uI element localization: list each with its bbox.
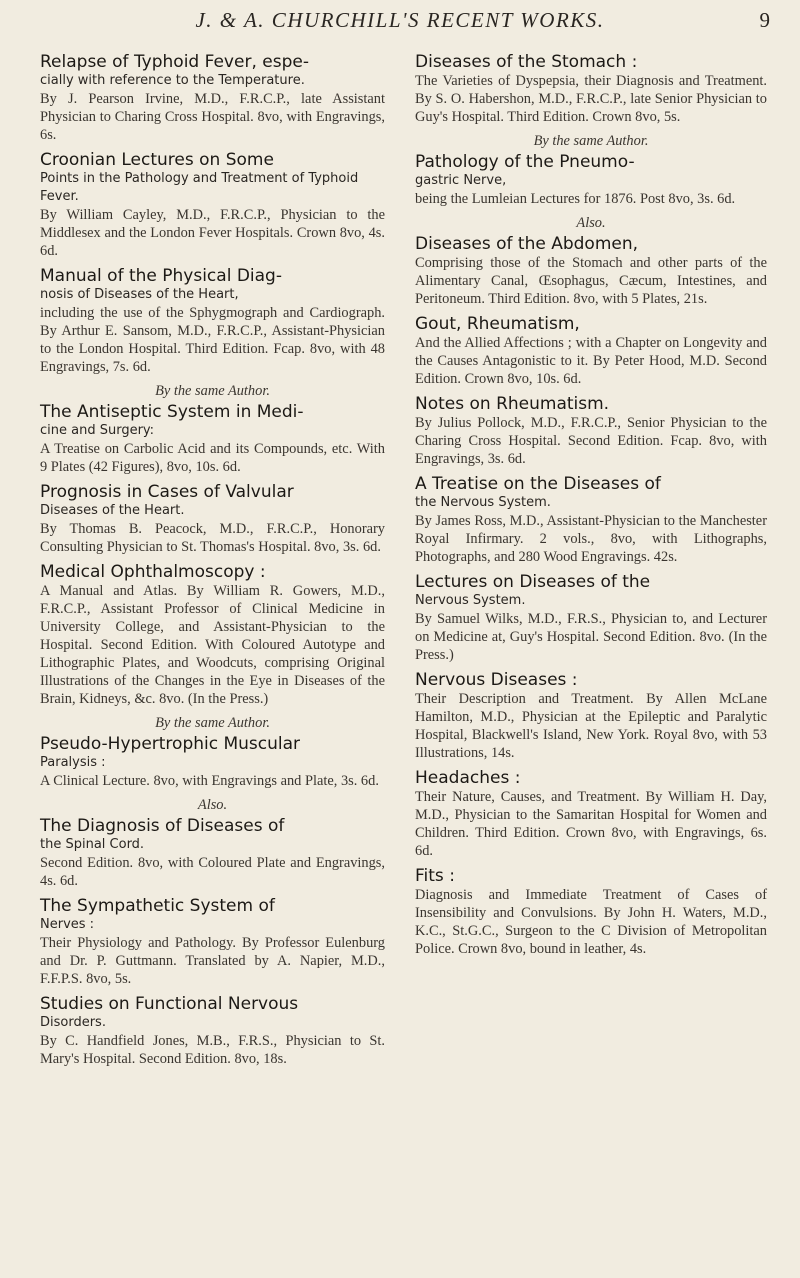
book-entry	[415, 866, 767, 958]
book-description: By J. Pearson Irvine, M.D., F.R.C.P., late Assistant Physician to Charing Cross Hospital. 8vo, with Engravings, 6s.	[40, 91, 385, 143]
book-title: Pseudo-Hypertrophic Muscular	[40, 734, 301, 754]
book-title: The Diagnosis of Diseases of	[40, 816, 285, 836]
book-title: Diseases of the Stomach :	[415, 52, 638, 72]
book-description: A Manual and Atlas. By William R. Gowers, M.D., F.R.C.P., Assistant Professor of Clinical Medicine in University College, and Assistant-Physician to the Hospital. Second Edition. With Coloured Autotype and Lithographic Plates, and Woodcuts, comprising Original Illustrations of the Changes in the Eye in Diseases of the Brain, Kidneys, &c. 8vo. (In the Press.)	[40, 583, 385, 707]
book-subtitle: cially with reference to the Temperature.	[40, 73, 305, 88]
byline-note: By the same Author.	[155, 383, 270, 399]
book-description: being the Lumleian Lectures for 1876. Post 8vo, 3s. 6d.	[415, 191, 736, 207]
book-entry	[415, 314, 767, 388]
book-description: Their Nature, Causes, and Treatment. By William H. Day, M.D., Physician to the Samaritan Hospital for Women and Children. Third Edition. Crown 8vo, with Engravings, 6s. 6d.	[415, 789, 767, 859]
book-entry	[40, 896, 385, 988]
page-number: 9	[759, 8, 770, 32]
book-entry	[40, 150, 385, 260]
book-title: Croonian Lectures on Some	[40, 150, 274, 170]
book-subtitle: the Nervous System.	[415, 495, 551, 510]
book-subtitle: nosis of Diseases of the Heart,	[40, 287, 239, 302]
book-description: Diagnosis and Immediate Treatment of Cases of Insensibility and Convulsions. By John H. Waters, M.D., K.C., St.G.C., Surgeon to the C Division of Metropolitan Police. Crown 8vo, bound in leather, 4s.	[415, 887, 767, 957]
book-entry	[415, 234, 767, 308]
book-entry	[40, 52, 385, 144]
book-description: By James Ross, M.D., Assistant-Physician to the Manchester Royal Infirmary. 2 vols., 8vo, with Lithographs, Photographs, and 280 Wood Engravings. 42s.	[415, 513, 767, 565]
book-subtitle: cine and Surgery:	[40, 423, 155, 438]
book-description: Comprising those of the Stomach and other parts of the Alimentary Canal, Œsophagus, Cæcum, Intestines, and Peritoneum. Third Edition. 8vo, with 5 Plates, 21s.	[415, 255, 767, 307]
book-subtitle: Paralysis :	[40, 755, 106, 770]
book-entry	[415, 670, 767, 762]
book-title: Gout, Rheumatism,	[415, 314, 580, 334]
book-title: Lectures on Diseases of the	[415, 572, 651, 592]
book-entry	[40, 402, 385, 476]
book-title: Fits :	[415, 866, 455, 886]
book-description: A Treatise on Carbolic Acid and its Compounds, etc. With 9 Plates (42 Figures), 8vo, 10s. 6d.	[40, 441, 385, 475]
book-entry	[415, 52, 767, 126]
book-title: Medical Ophthalmoscopy :	[40, 562, 266, 582]
book-entry	[415, 394, 767, 468]
book-title: Pathology of the Pneumo-	[415, 152, 635, 172]
book-description: Second Edition. 8vo, with Coloured Plate and Engravings, 4s. 6d.	[40, 855, 385, 889]
book-subtitle: Points in the Pathology and Treatment of Typhoid Fever.	[40, 171, 359, 204]
book-title: Manual of the Physical Diag-	[40, 266, 282, 286]
book-entry	[40, 266, 385, 376]
book-subtitle: Diseases of the Heart.	[40, 503, 185, 518]
book-title: The Sympathetic System of	[40, 896, 275, 916]
book-description: By Samuel Wilks, M.D., F.R.S., Physician to, and Lecturer on Medicine at, Guy's Hospital. Second Edition. 8vo. (In the Press.)	[415, 611, 767, 663]
book-description: By Julius Pollock, M.D., F.R.C.P., Senior Physician to the Charing Cross Hospital. Second Edition. Fcap. 8vo, with Engravings, 3s. 6d.	[415, 415, 767, 467]
book-entry	[40, 994, 385, 1068]
book-entry	[415, 474, 767, 566]
book-description: And the Allied Affections ; with a Chapter on Longevity and the Causes Antagonistic to it. By Peter Hood, M.D. Second Edition. Crown 8vo, 10s. 6d.	[415, 335, 767, 387]
book-title: Nervous Diseases :	[415, 670, 578, 690]
book-entry	[415, 152, 767, 208]
book-title: Prognosis in Cases of Valvular	[40, 482, 294, 502]
left-column	[40, 52, 385, 1074]
book-description: The Varieties of Dyspepsia, their Diagnosis and Treatment. By S. O. Habershon, M.D., F.R.C.P., late Senior Physician to Guy's Hospital. Third Edition. Crown 8vo, 5s.	[415, 73, 767, 125]
book-description: Their Physiology and Pathology. By Professor Eulenburg and Dr. P. Guttmann. Translated by A. Napier, M.D., F.F.P.S. 8vo, 5s.	[40, 935, 385, 987]
book-title: Relapse of Typhoid Fever, espe-	[40, 52, 309, 72]
book-entry	[415, 768, 767, 860]
byline-note: By the same Author.	[533, 133, 649, 149]
book-subtitle: Nerves :	[40, 917, 95, 932]
book-title: Diseases of the Abdomen,	[415, 234, 639, 254]
publisher-header: J. & A. CHURCHILL'S RECENT WORKS.	[195, 8, 605, 32]
book-description: including the use of the Sphygmograph and Cardiograph. By Arthur E. Sansom, M.D., F.R.C.P., Assistant-Physician to the London Hospital. Third Edition. Fcap. 8vo, with 48 Engravings, 7s. 6d.	[40, 305, 385, 375]
book-subtitle: Disorders.	[40, 1015, 106, 1030]
book-entry	[40, 482, 385, 556]
book-entry	[40, 734, 385, 790]
book-description: A Clinical Lecture. 8vo, with Engravings and Plate, 3s. 6d.	[40, 773, 379, 789]
byline-note: By the same Author.	[155, 715, 270, 731]
book-description: By Thomas B. Peacock, M.D., F.R.C.P., Honorary Consulting Physician to St. Thomas's Hospital. 8vo, 3s. 6d.	[40, 521, 385, 555]
byline-note: Also.	[576, 215, 606, 231]
book-title: The Antiseptic System in Medi-	[40, 402, 304, 422]
book-subtitle: Nervous System.	[415, 593, 526, 608]
book-entry	[40, 816, 385, 890]
running-header	[0, 6, 800, 36]
byline-note: Also.	[197, 797, 228, 813]
book-title: Notes on Rheumatism.	[415, 394, 610, 414]
book-entry	[40, 562, 385, 708]
book-title: Studies on Functional Nervous	[40, 994, 299, 1014]
book-description: Their Description and Treatment. By Allen McLane Hamilton, M.D., Physician at the Epileptic and Paralytic Hospital, Blackwell's Island, New York. Royal 8vo, with 53 Illustrations, 14s.	[415, 691, 767, 761]
book-entry	[415, 572, 767, 664]
right-column	[415, 52, 767, 964]
book-title: Headaches :	[415, 768, 521, 788]
book-description: By William Cayley, M.D., F.R.C.P., Physician to the Middlesex and the London Fever Hospitals. Crown 8vo, 4s. 6d.	[40, 207, 385, 259]
book-subtitle: gastric Nerve,	[415, 173, 507, 188]
book-subtitle: the Spinal Cord.	[40, 837, 145, 852]
book-description: By C. Handfield Jones, M.B., F.R.S., Physician to St. Mary's Hospital. Second Edition. 8vo, 18s.	[40, 1033, 385, 1067]
book-title: A Treatise on the Diseases of	[415, 474, 661, 494]
